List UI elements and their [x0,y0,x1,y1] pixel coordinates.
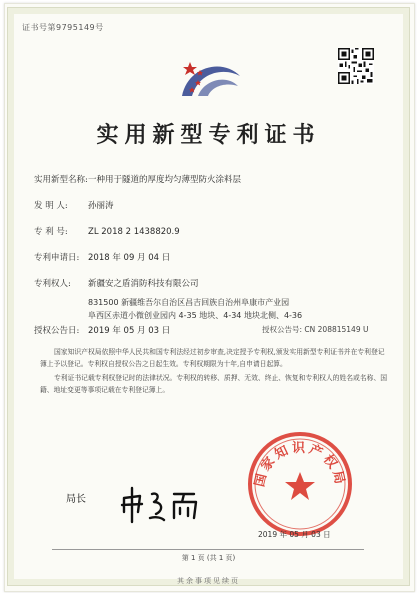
footer-note: 其余事项见续页 [177,577,240,585]
field-value: 2018 年 09 月 04 日 [88,253,171,263]
field-label: 授权公告号: [262,325,303,334]
page-number: 第 1 页 (共 1 页) [181,554,236,562]
certificate-body-text [40,346,390,396]
field-label: 专利权人: [34,279,71,289]
signature-title: 局长 [66,494,86,505]
grant-announce-number [262,324,368,335]
seal-date: 2019 年 05 月 03 日 [258,530,331,539]
field-inventor [34,199,114,211]
field-patent-number [34,225,180,237]
field-value: 孙丽涛 [88,201,114,211]
body-paragraph: 国家知识产权局依照中华人民共和国专利法经过初步审查,决定授予专利权,颁发实用新型专利证书并在专利登记簿上予以登记。专利权自授权公告之日起生效。专利权期限为十年,自申请日起算。 [40,348,385,368]
body-paragraph: 专利证书记载专利权登记时的法律状况。专利权的转移、质押、无效、终止、恢复和专利权人的姓名或名称、国籍、地址变更等事项记载在专利登记簿上。 [40,374,388,394]
field-utility-model-name [34,173,241,185]
field-label: 专利申请日: [34,253,80,263]
field-value: CN 208815149 U [304,325,369,334]
grant-announce-date [34,324,170,336]
field-value: 新疆安之盾消防科技有限公司 [88,279,199,289]
field-label: 专 利 号: [34,227,68,237]
svg-text:国家知识产权局: 国家知识产权局 [252,441,348,489]
address-line-2: 阜西区赤道小微创业园内 4-35 地块、4-34 地块北侧、4-36 [88,311,303,320]
certificate-title: 实用新型专利证书 [96,122,321,148]
field-label: 发 明 人: [34,201,68,211]
patent-office-emblem-icon [168,56,248,104]
field-patentee [34,277,199,289]
field-value: ZL 2018 2 1438820.9 [88,227,180,237]
field-value: 2019 年 05 月 03 日 [88,326,171,336]
address-line-1: 831500 新疆维吾尔自治区昌吉回族自治州阜康市产业园 [88,298,290,307]
official-seal-icon [246,430,354,538]
footer-divider [52,549,364,550]
qr-code-icon [338,48,374,84]
field-application-date [34,251,170,263]
certificate-number: 证书号第9795149号 [22,23,104,32]
director-signature-icon [118,482,202,526]
field-label: 实用新型名称: [34,175,88,185]
patentee-address [88,296,302,322]
field-label: 授权公告日: [34,326,80,336]
field-value: 一种用于隧道的厚度均匀薄型防火涂料层 [88,175,242,185]
